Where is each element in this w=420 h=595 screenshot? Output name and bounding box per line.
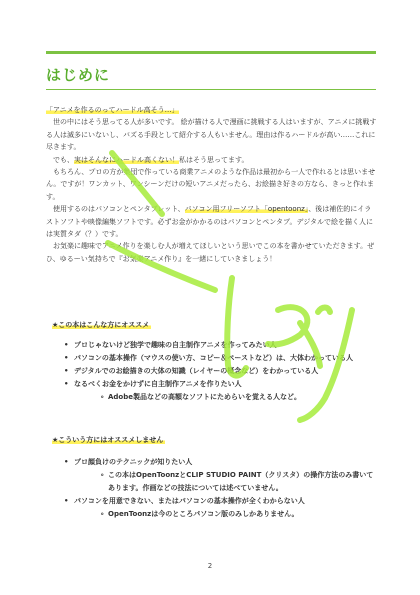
sub-list [74,391,374,404]
intro-body [46,104,378,265]
heading-top-rule [46,51,376,54]
sub-list-item: ∘ Adobe製品などの高額なソフトにためらいを覚える人など。 [100,391,374,404]
page-title: はじめに [46,66,111,84]
list-item: • プロ顔負けのテクニックが知りたい人 ∘ この本はOpenToonzとCLIP STUDIO PAINT（クリスタ）の操作方法のみ書いてあります。作画などの技法については述べていません。 [64,456,374,495]
intro-lead [46,104,378,116]
intro-paragraph-4: 使用するのはパソコンとペンタブレット、パソコン用フリーソフト「opentoonz」、後は補佐的にイラストソフトや映像編集ソフトです。必ずお金がかかるのはパソコンとペンタブ。デジタルで絵を描く人には実質タダ（？）です。 [46,205,374,239]
not-recommended-heading: ★こういう方にはオススメしません [52,436,164,444]
intro-paragraph-3: もちろん、プロの方が集団で作っている商業アニメのような作品は最初から一人で作れるとは思いません。ですが！ワンカット、ワンシーンだけの短いアニメだったら、お絵描き好きの方なら、きっと作れます。 [46,168,376,201]
intro-paragraph-1: 世の中にはそう思ってる人が多いです。 絵が描ける人で漫画に挑戦する人はいますが、アニメに挑戦する人は滅多にいないし、バズる手段として紹介する人もいません。理由は作るハードルが高い……これに尽きます。 [46,118,377,152]
list-item: • なるべくお金をかけずに自主制作アニメを作りたい人 ∘ Adobe製品などの高額なソフトにためらいを覚える人など。 [64,378,374,404]
highlight-not-so-hard: 実はそんなにハードル高くない！ [74,155,179,164]
recommended-heading: ★この本はこんな方にオススメ [52,321,150,329]
list-item: • パソコンの基本操作（マウスの使い方、コピー＆ペーストなど）は、大体わかっている人 [64,352,374,365]
list-item: • デジタルでのお絵描きの大体の知識（レイヤーの概念など）をわかっている人 [64,365,374,378]
watermark-stroke-6 [318,308,330,313]
sub-list-item: ∘ この本はOpenToonzとCLIP STUDIO PAINT（クリスタ）の操作方法のみ書いてあります。作画などの技法については述べていません。 [100,469,374,495]
intro-paragraph-2: でも、実はそんなにハードル高くない！私はそう思ってます。 [46,155,249,164]
sub-list [74,508,374,521]
intro-paragraph-5: お気楽に趣味でアニメ作りを楽しむ人が増えてほしいという思いでこの本を書かせていただきます。ぜひ、ゆるーい気持ちで『お気楽アニメ作り』を一緒にしていきましょう！ [46,242,375,263]
page-number: 2 [207,562,213,570]
not-recommended-list [64,456,374,521]
list-item: • パソコンを用意できない、またはパソコンの基本操作が全くわからない人 ∘ OpenToonzは今のところパソコン版のみしかありません。 [64,495,374,521]
recommended-list [64,339,374,404]
sub-list [74,469,374,495]
sub-list-item: ∘ OpenToonzは今のところパソコン版のみしかありません。 [100,508,374,521]
intro-lead-highlight: 「アニメを作るのってハードル高そう…」 [46,106,179,114]
heading-bottom-rule [46,89,376,90]
highlight-opentoonz: パソコン用フリーソフト「opentoonz」 [184,205,309,214]
list-item: • プロじゃないけど独学で趣味の自主制作アニメを作ってみたい人 [64,339,374,352]
